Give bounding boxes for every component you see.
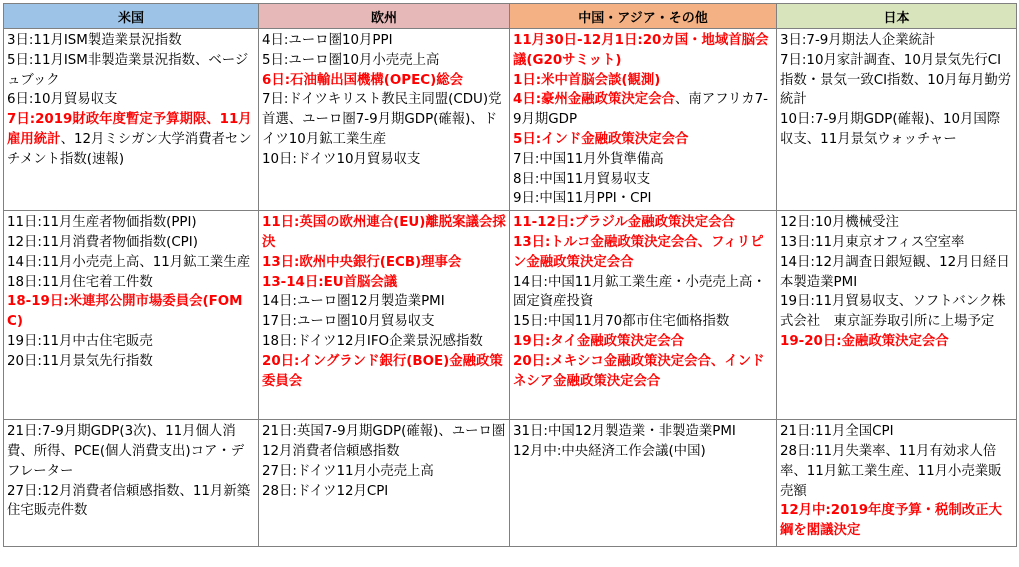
- event-text: 13日:11月東京オフィス空室率: [780, 234, 965, 250]
- event-item: [513, 150, 773, 170]
- event-item: [513, 352, 773, 392]
- event-text: 10日:7-9月期GDP(確報)、10月国際収支、11月景気ウォッチャー: [780, 112, 1001, 147]
- event-text-highlight: 19日:タイ金融政策決定会合: [513, 333, 685, 349]
- event-item: [780, 51, 1013, 110]
- event-text: 14日:ユーロ圏12月製造業PMI: [262, 294, 445, 310]
- header-us: 米国: [4, 4, 259, 29]
- event-text: 5日:11月ISM非製造業景況指数、ベージュブック: [7, 52, 249, 88]
- event-item: [513, 31, 773, 71]
- event-text: 21日:英国7-9月期GDP(確報)、ユーロ圏12月消費者信頼感指数: [262, 424, 506, 459]
- event-text: 14日:中国11月鉱工業生産・小売売上高・固定資産投資: [513, 274, 766, 310]
- event-item: [780, 31, 1013, 51]
- event-text: 11日:11月生産者物価指数(PPI): [7, 215, 197, 231]
- event-item: [262, 292, 506, 312]
- event-text: 19日:11月中古住宅販売: [7, 333, 153, 349]
- event-item: [7, 332, 255, 352]
- event-item: [780, 253, 1013, 293]
- event-text-highlight: 13日:トルコ金融政策決定会合、フィリピン金融政策決定会合: [513, 234, 764, 270]
- event-text: 15日:中国11月70都市住宅価格指数: [513, 314, 730, 330]
- event-item: [262, 352, 506, 392]
- event-text: 18日:ドイツ12月IFO企業景況感指数: [262, 333, 483, 349]
- event-item: [262, 90, 506, 149]
- event-text: 5日:ユーロ圏10月小売売上高: [262, 52, 440, 68]
- event-text: 21日:11月全国CPI: [780, 424, 894, 440]
- event-item: [262, 422, 506, 462]
- event-item: [780, 442, 1013, 501]
- event-item: [513, 189, 773, 209]
- event-text: 18日:11月住宅着工件数: [7, 274, 153, 290]
- event-text-highlight: 11月30日-12月1日:20カ国・地域首脳会議(G20サミット): [513, 33, 769, 68]
- event-text: 17日:ユーロ圏10月貿易収支: [262, 314, 435, 330]
- cell-us-week2: [4, 211, 259, 420]
- event-item: [262, 31, 506, 51]
- event-text: 31日:中国12月製造業・非製造業PMI: [513, 424, 736, 440]
- event-text-highlight: 13-14日:EU首脳会議: [262, 274, 398, 290]
- cell-asia-week1: [510, 29, 777, 211]
- event-item: [513, 71, 773, 91]
- event-item: [780, 501, 1013, 541]
- event-text-highlight: 20日:イングランド銀行(BOE)金融政策委員会: [262, 353, 503, 389]
- cell-europe-week3: [259, 420, 510, 547]
- header-japan: 日本: [777, 4, 1017, 29]
- event-item: [262, 462, 506, 482]
- event-text-highlight: 20日:メキシコ金融政策決定会合、インドネシア金融政策決定会合: [513, 353, 765, 389]
- event-item: [513, 90, 773, 130]
- event-item: [262, 150, 506, 170]
- event-text-highlight: 6日:石油輸出国機構(OPEC)総会: [262, 72, 463, 88]
- event-text: 3日:11月ISM製造業景況指数: [7, 33, 182, 48]
- week-row-1: [4, 29, 1017, 211]
- event-text: 4日:ユーロ圏10月PPI: [262, 33, 393, 48]
- event-item: [262, 482, 506, 502]
- event-text: 、12月ミシガン大学消費者センチメント指数(速報): [7, 131, 252, 167]
- event-item: [780, 110, 1013, 150]
- event-item: [780, 292, 1013, 332]
- event-text-highlight: 18-19日:米連邦公開市場委員会(FOMC): [7, 294, 243, 330]
- header-china-asia-other: 中国・アジア・その他: [510, 4, 777, 29]
- event-text: 6日:10月貿易収支: [7, 92, 118, 108]
- event-item: [513, 422, 773, 442]
- event-item: [513, 170, 773, 190]
- event-item: [7, 233, 255, 253]
- event-item: [780, 233, 1013, 253]
- event-text: 7日:中国11月外貨準備高: [513, 151, 664, 167]
- event-text-highlight: 11-12日:ブラジル金融政策決定会合: [513, 215, 735, 231]
- event-item: [513, 273, 773, 313]
- event-calendar-table: [3, 3, 1017, 547]
- event-item: [513, 442, 773, 462]
- event-text: 12月中:中央経済工作会議(中国): [513, 443, 706, 459]
- event-text: 14日:12月調査日銀短観、12月日経日本製造業PMI: [780, 254, 1010, 290]
- event-text: 28日:11月失業率、11月有効求人倍率、11月鉱工業生産、11月小売業販売額: [780, 443, 1002, 499]
- event-item: [7, 213, 255, 233]
- event-item: [7, 422, 255, 481]
- event-item: [262, 312, 506, 332]
- event-item: [262, 332, 506, 352]
- cell-japan-week3: [777, 420, 1017, 547]
- event-text: 12日:10月機械受注: [780, 215, 899, 231]
- event-text: 19日:11月貿易収支、ソフトバンク株式会社 東京証券取引所に上場予定: [780, 294, 1006, 330]
- event-item: [780, 332, 1013, 352]
- event-text: 12日:11月消費者物価指数(CPI): [7, 234, 198, 250]
- event-item: [513, 213, 773, 233]
- event-item: [513, 312, 773, 332]
- event-text-highlight: 13日:欧州中央銀行(ECB)理事会: [262, 254, 462, 270]
- event-item: [513, 233, 773, 273]
- event-item: [7, 352, 255, 372]
- event-text: 7日:ドイツキリスト教民主同盟(CDU)党首選、ユーロ圏7-9月期GDP(確報)、ドイツ10月鉱工業生産: [262, 92, 502, 147]
- event-text: 7日:10月家計調査、10月景気先行CI指数・景気一致CI指数、10月毎月勤労統計: [780, 52, 1012, 108]
- event-text: 3日:7-9月期法人企業統計: [780, 33, 936, 48]
- event-item: [7, 253, 255, 273]
- cell-us-week3: [4, 420, 259, 547]
- cell-us-week1: [4, 29, 259, 211]
- event-text-highlight: 11日:英国の欧州連合(EU)離脱案議会採決: [262, 215, 506, 250]
- event-text-highlight: 5日:インド金融政策決定会合: [513, 131, 689, 147]
- event-text-highlight: 4日:豪州金融政策決定会合: [513, 92, 675, 108]
- cell-europe-week1: [259, 29, 510, 211]
- event-item: [262, 71, 506, 91]
- header-row: [4, 4, 1017, 29]
- event-text-highlight: 19-20日:金融政策決定会合: [780, 333, 949, 349]
- week-row-3: [4, 420, 1017, 547]
- event-item: [7, 292, 255, 332]
- event-item: [7, 482, 255, 522]
- cell-europe-week2: [259, 211, 510, 420]
- cell-japan-week1: [777, 29, 1017, 211]
- event-item: [262, 213, 506, 253]
- event-item: [7, 31, 255, 51]
- event-item: [513, 332, 773, 352]
- event-item: [7, 273, 255, 293]
- event-item: [780, 422, 1013, 442]
- event-text: 20日:11月景気先行指数: [7, 353, 153, 369]
- event-text: 21日:7-9月期GDP(3次)、11月個人消費、所得、PCE(個人消費支出)コア・デフレーター: [7, 424, 245, 479]
- event-text-highlight: 7日:2019財政年度暫定予算期限、11月雇用統計: [7, 112, 252, 147]
- event-item: [262, 253, 506, 273]
- event-text-highlight: 1日:米中首脳会談(観測): [513, 72, 661, 88]
- event-text: 、南アフリカ7-9月期GDP: [513, 92, 768, 128]
- week-row-2: [4, 211, 1017, 420]
- cell-asia-week2: [510, 211, 777, 420]
- event-item: [7, 110, 255, 169]
- event-text: 10日:ドイツ10月貿易収支: [262, 151, 421, 167]
- event-text: 28日:ドイツ12月CPI: [262, 483, 389, 499]
- cell-asia-week3: [510, 420, 777, 547]
- event-text-highlight: 12月中:2019年度予算・税制改正大綱を閣議決定: [780, 503, 1002, 539]
- event-item: [780, 213, 1013, 233]
- event-text: 14日:11月小売売上高、11月鉱工業生産: [7, 254, 251, 270]
- event-item: [262, 273, 506, 293]
- event-text: 8日:中国11月貿易収支: [513, 171, 651, 187]
- event-text: 27日:ドイツ11月小売売上高: [262, 463, 434, 479]
- event-text: 9日:中国11月PPI・CPI: [513, 191, 652, 207]
- cell-japan-week2: [777, 211, 1017, 420]
- event-item: [262, 51, 506, 71]
- event-item: [7, 90, 255, 110]
- event-item: [7, 51, 255, 91]
- header-europe: 欧州: [259, 4, 510, 29]
- event-text: 27日:12月消費者信頼感指数、11月新築住宅販売件数: [7, 483, 251, 519]
- event-item: [513, 130, 773, 150]
